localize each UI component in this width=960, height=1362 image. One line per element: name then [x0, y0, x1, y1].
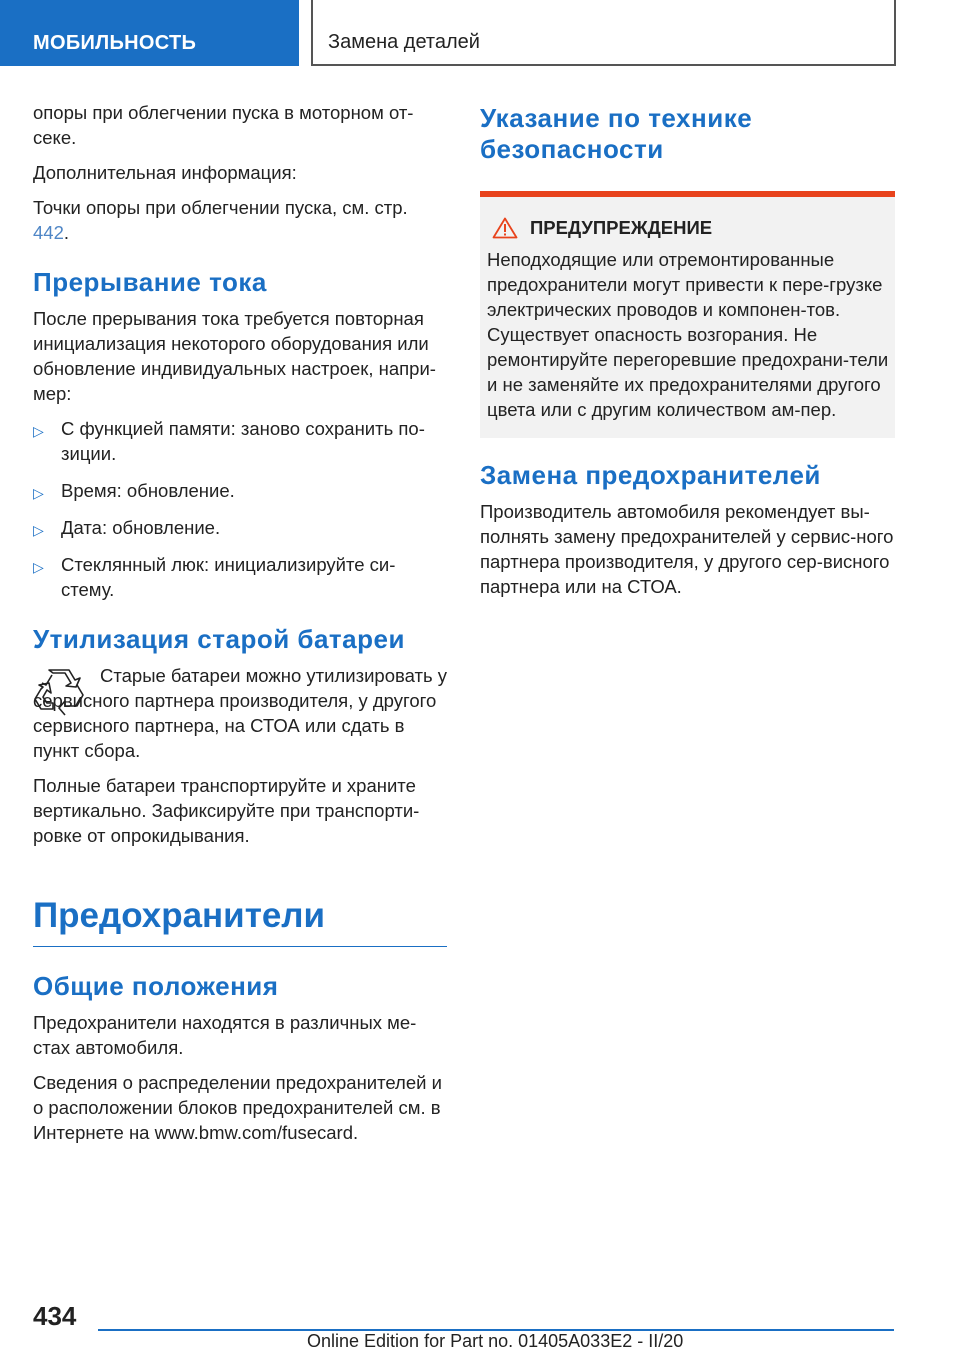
battery-disposal-block [33, 663, 447, 763]
battery-disposal-text-1: Старые батареи можно утилизировать у сервисного партнера производителя, у другого сервисного партнера, на СТОА или сдать в пункт сбора. [33, 665, 447, 761]
fuses-text-1: Предохранители находятся в различных ме-стах автомобиля. [33, 1012, 417, 1058]
replace-fuses-text: Производитель автомобиля рекомендует вы-полнять замену предохранителей у сервис-ного партнера производителя, у другого сер-висного партнера или на СТОА. [480, 501, 894, 597]
recycle-icon [33, 665, 85, 717]
section-title: Замена деталей [311, 0, 896, 66]
fuses-heading: Предохранители [33, 896, 447, 947]
battery-disposal-heading: Утилизация старой батареи [33, 624, 405, 654]
left-column [33, 100, 447, 1155]
list-item-text: С функцией памяти: заново сохранить по-зиции. [61, 418, 425, 464]
warning-text: Неподходящие или отремонтированные предохранители могут привести к пере-грузке электрических проводов и компонен-тов. Существует опасность возгорания. Не ремонтируйте перегоревшие предохрани-тели и не заменяйте их предохранителями другого цвета или с другим количеством ам-пер. [487, 249, 889, 420]
warning-triangle-icon [492, 217, 518, 239]
intro-paragraph-2: Дополнительная информация: [33, 162, 297, 183]
list-item [33, 478, 447, 503]
battery-disposal-text-2: Полные батареи транспортируйте и храните вертикально. Зафиксируйте при транспорти-ровке от опрокидывания. [33, 775, 420, 846]
list-item-text: Стеклянный люк: инициализируйте си-стему. [61, 554, 396, 600]
right-column [480, 100, 895, 609]
page-reference-link[interactable]: 442 [33, 222, 64, 243]
chapter-tab: МОБИЛЬНОСТЬ [0, 0, 299, 66]
triangle-right-icon: ▷ [33, 423, 44, 439]
triangle-right-icon: ▷ [33, 485, 44, 501]
intro-paragraph-1: опоры при облегчении пуска в моторном от-секе. [33, 102, 414, 148]
warning-box [480, 191, 895, 438]
replace-fuses-heading: Замена предохранителей [480, 460, 821, 490]
intro-paragraph-3 [33, 195, 447, 245]
power-interrupt-heading: Прерывание тока [33, 267, 267, 297]
list-item [33, 416, 447, 466]
footer-edition: Online Edition for Part no. 01405A033E2 - II/20 [307, 1331, 684, 1351]
intro-paragraph-3-text: Точки опоры при облегчении пуска, см. стр. [33, 197, 408, 218]
power-interrupt-text: После прерывания тока требуется повторная инициализация некоторого оборудования или обновление индивидуальных настроек, напри-мер: [33, 308, 436, 404]
warning-title-text: ПРЕДУПРЕЖДЕНИЕ [530, 217, 713, 238]
page-header [0, 0, 960, 66]
warning-title [487, 217, 889, 239]
triangle-right-icon: ▷ [33, 522, 44, 538]
safety-heading: Указание по технике безопасности [480, 103, 753, 164]
triangle-right-icon: ▷ [33, 559, 44, 575]
list-item-text: Время: обновление. [61, 480, 235, 501]
page-number: 434 [33, 1301, 77, 1331]
list-item [33, 515, 447, 540]
intro-paragraph-3-end: . [63, 222, 70, 243]
list-item-text: Дата: обновление. [61, 517, 221, 538]
list-item [33, 552, 447, 602]
fuses-text-2: Сведения о распределении предохранителей и о расположении блоков предохранителей см. в Интернете на www.bmw.com/fusecard. [33, 1072, 442, 1143]
power-interrupt-steps [33, 416, 447, 602]
fuses-general-heading: Общие положения [33, 971, 279, 1001]
